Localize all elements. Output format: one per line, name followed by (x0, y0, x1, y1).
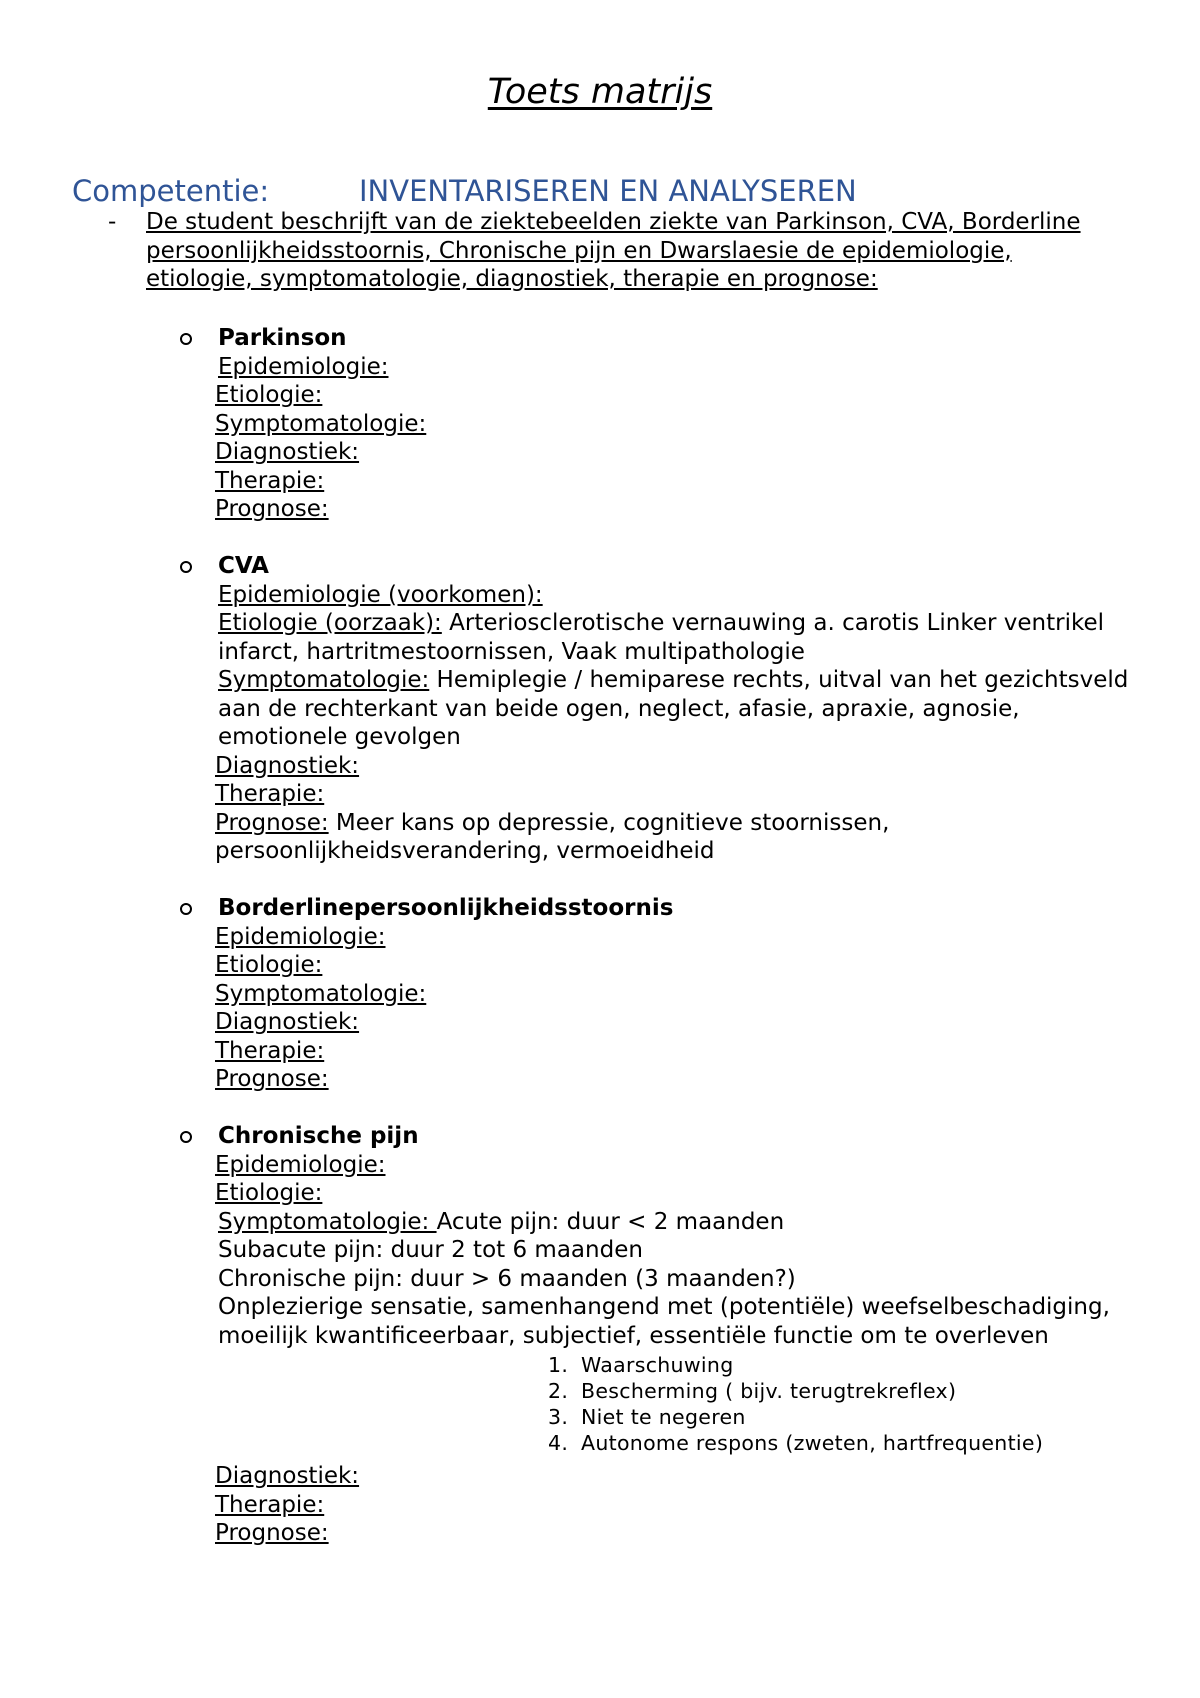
list-item (548, 1404, 1140, 1430)
document-title: Toets matrijs (487, 72, 713, 112)
list-item-text: Autonome respons (zweten, hartfrequentie) (581, 1431, 1044, 1455)
symptom-line: Chronische pijn: duur > 6 maanden (3 maanden?) (218, 1265, 796, 1292)
section-parkinson (180, 324, 1140, 524)
competentie-value: INVENTARISEREN EN ANALYSEREN (359, 174, 857, 208)
field-symptomatologie (218, 666, 1140, 752)
field-symptomatologie: Symptomatologie: (215, 410, 427, 437)
section-chronische-pijn (180, 1122, 1140, 1548)
list-item (548, 1378, 1140, 1404)
field-diagnostiek: Diagnostiek: (215, 1009, 360, 1035)
field-prognose: Prognose: (215, 496, 329, 522)
field-therapie: Therapie: (215, 467, 325, 494)
field-label: Epidemiologie (voorkomen): (218, 581, 543, 608)
section-heading: Chronische pijn (218, 1123, 419, 1149)
circle-bullet-icon (180, 333, 192, 345)
field-prognose: Prognose: (215, 1066, 329, 1092)
list-item-text: Niet te negeren (581, 1405, 746, 1429)
circle-bullet-icon (180, 903, 192, 915)
field-label: Prognose: (215, 809, 329, 836)
section-cva (180, 552, 1140, 866)
field-epidemiologie: Epidemiologie: (218, 353, 389, 380)
section-heading: Borderlinepersoonlijkheidsstoornis (218, 895, 674, 921)
field-value: Arteriosclerotische vernauwing a. carotis Linker ventrikel infarct, hartritmestoornissen, Vaak multipathologie (218, 610, 1105, 665)
field-epidemiologie: Epidemiologie: (215, 1151, 386, 1178)
field-etiologie: Etiologie: (215, 382, 323, 408)
intro-text: De student beschrijft van de ziektebeelden ziekte van Parkinson, CVA, Borderline persoonlijkheidsstoornis, Chronische pijn en Dwarslaesie de epidemiologie, etiologie, symptomatologie, diagnostiek, therapie en prognose: (146, 209, 1081, 292)
field-etiologie: Etiologie: (215, 952, 323, 978)
section-borderline (180, 894, 1140, 1094)
list-item-number: 4. (548, 1431, 569, 1455)
field-label: Diagnostiek: (215, 752, 360, 779)
circle-bullet-icon (180, 561, 192, 573)
field-prognose (215, 809, 1140, 866)
field-epidemiologie (218, 581, 1140, 610)
intro-paragraph (108, 208, 1118, 294)
field-value: Hemiplegie / hemiparese rechts, uitval van het gezichtsveld aan de rechterkant van beide ogen, neglect, afasie, apraxie, agnosie, emotionele gevolgen (218, 667, 1129, 750)
field-label: Symptomatologie: (218, 1208, 437, 1235)
field-epidemiologie: Epidemiologie: (215, 923, 386, 950)
competentie-line (72, 174, 857, 208)
field-label: Therapie: (215, 781, 325, 807)
list-item-number: 2. (548, 1379, 569, 1403)
list-item-number: 3. (548, 1405, 569, 1429)
field-therapie: Therapie: (215, 1491, 325, 1518)
field-therapie (215, 780, 1140, 809)
section-heading: CVA (218, 553, 269, 579)
field-label: Etiologie (oorzaak): (218, 610, 442, 636)
field-symptomatologie: Symptomatologie: (215, 980, 427, 1007)
circle-bullet-icon (180, 1131, 192, 1143)
list-item (548, 1430, 1140, 1456)
list-item-text: Bescherming ( bijv. terugtrekreflex) (581, 1379, 957, 1403)
field-etiologie: Etiologie: (215, 1180, 323, 1206)
field-symptomatologie (218, 1208, 1140, 1237)
dash-bullet: - (108, 209, 117, 235)
competentie-label: Competentie: (72, 174, 270, 208)
section-heading: Parkinson (218, 325, 347, 351)
field-value: Meer kans op depressie, cognitieve stoornissen, persoonlijkheidsverandering, vermoeidheid (215, 809, 890, 864)
field-etiologie (218, 609, 1140, 666)
field-label: Symptomatologie: (218, 667, 430, 693)
symptom-line: Onplezierige sensatie, samenhangend met (potentiële) weefselbeschadiging, moeilijk kwantificeerbaar, subjectief, essentiële functie om te overleven (218, 1294, 1110, 1349)
field-diagnostiek (215, 752, 1140, 781)
list-item-number: 1. (548, 1353, 569, 1377)
field-diagnostiek: Diagnostiek: (215, 1463, 360, 1489)
field-prognose: Prognose: (215, 1520, 329, 1546)
symptom-line: Subacute pijn: duur 2 tot 6 maanden (218, 1237, 643, 1263)
numbered-list (218, 1352, 1140, 1456)
list-item (548, 1352, 1140, 1378)
field-diagnostiek: Diagnostiek: (215, 439, 360, 465)
field-value: Acute pijn: duur < 2 maanden (436, 1208, 785, 1235)
field-therapie: Therapie: (215, 1037, 325, 1064)
list-item-text: Waarschuwing (581, 1353, 734, 1377)
